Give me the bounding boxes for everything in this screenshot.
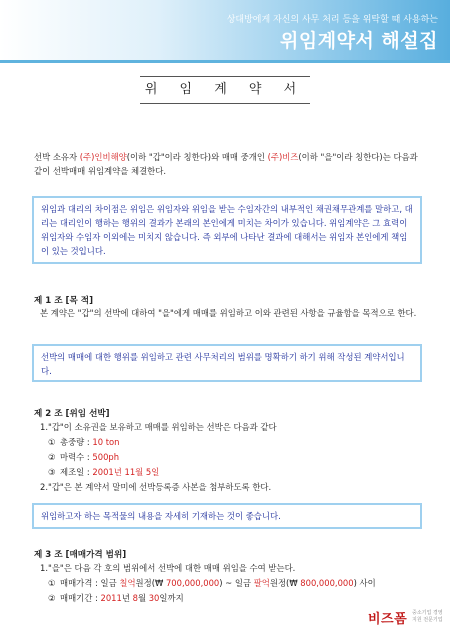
list-marker: ② <box>48 593 56 603</box>
intro-paragraph <box>34 150 424 178</box>
header-divider <box>0 60 450 63</box>
list-marker: ③ <box>48 467 56 477</box>
ship-spec-horsepower <box>48 451 119 463</box>
intro-text-2: (이하 "갑"이라 칭한다)와 매매 중개인 <box>126 152 268 162</box>
article-1-title: 제 1 조 [목 적] <box>34 296 94 306</box>
price-text: ) ~ 일금 <box>219 578 254 588</box>
sale-period <box>48 592 184 604</box>
period-year: 2011 <box>100 593 122 603</box>
price-text: 원정(₩ <box>135 578 166 588</box>
article-2-line-2: 2."갑"은 본 계약서 말미에 선박등록증 사본을 첨부하도록 한다. <box>40 482 272 492</box>
period-day: 30 <box>148 593 160 603</box>
spec-value: 500ph <box>92 452 120 462</box>
sale-price-range <box>48 577 376 589</box>
owner-name: (주)인비해양 <box>79 152 127 162</box>
min-price-number: 700,000,000 <box>165 578 220 588</box>
spec-value: 2001년 11월 5일 <box>92 467 160 477</box>
note-box-1: 위임과 대리의 차이점은 위임은 위임자와 위임을 받는 수임자간의 내부적인 채권채무관계를 말하고, 대리는 대리인이 행하는 행위의 결과가 본래의 본인에게 미치는 차이가 있습니다. 위임계약은 그 효력이 위임자와 수임자 이외에는 미치지 않습니다. 즉 외부에 나타난 결과에 대해서는 위임자 본인에게 책임이 있는 것입니다. <box>32 196 422 264</box>
spec-label: 총중량 : <box>60 437 93 447</box>
period-text: 월 <box>137 593 149 603</box>
list-marker: ① <box>48 437 56 447</box>
bizforms-logo <box>368 605 446 633</box>
article-3-title: 제 3 조 [매매가격 범위] <box>34 550 127 560</box>
broker-name: (주)비즈 <box>267 152 299 162</box>
spec-label: 마력수 : <box>60 452 93 462</box>
period-label: 매매기간 : <box>60 593 101 603</box>
price-text: 원정(₩ <box>269 578 301 588</box>
period-text: 년 <box>121 593 133 603</box>
period-text: 일까지 <box>159 593 184 603</box>
note-box-3: 위임하고자 하는 목적물의 내용을 자세히 기재하는 것이 좋습니다. <box>32 503 422 529</box>
article-1-body: 본 계약은 "갑"의 선박에 대하여 "을"에게 매매를 위임하고 이와 관련된 사항을 규율함을 목적으로 한다. <box>40 308 417 318</box>
ship-spec-build-date <box>48 466 159 478</box>
period-month: 8 <box>132 593 138 603</box>
max-price-korean: 팔억 <box>253 578 270 588</box>
ship-spec-weight <box>48 436 119 448</box>
intro-text-3: (이하 "을"이라 칭한다)는 다음과 같이 선박매매 위임계약을 체결한다. <box>34 152 418 176</box>
header-banner <box>0 0 450 60</box>
article-3-line-1: 1."을"은 다음 각 호의 범위에서 선박에 대한 매매 위임을 수여 받는다. <box>40 563 296 573</box>
spec-value: 10 ton <box>92 437 120 447</box>
price-text: ) 사이 <box>353 578 376 588</box>
header-title: 위임계약서 해설집 <box>280 30 438 52</box>
list-marker: ② <box>48 452 56 462</box>
document-title: 위 임 계 약 서 <box>140 76 310 104</box>
min-price-korean: 칠억 <box>119 578 136 588</box>
list-marker: ① <box>48 578 56 588</box>
logo-tagline: 중소기업 경영지원 전문기업 <box>412 610 443 623</box>
price-label: 매매가격 : 일금 <box>60 578 120 588</box>
note-box-2: 선박의 매매에 대한 행위를 위임하고 관련 사무처리의 범위를 명확하기 하기 위해 작성된 계약서입니다. <box>32 344 422 382</box>
article-2-title: 제 2 조 [위임 선박] <box>34 409 110 419</box>
spec-label: 제조일 : <box>60 467 93 477</box>
logo-text: 비즈폼 <box>368 612 408 627</box>
article-2-line-1: 1."갑"이 소유권을 보유하고 매매를 위임하는 선박은 다음과 같다 <box>40 422 277 432</box>
max-price-number: 800,000,000 <box>300 578 354 588</box>
intro-text-1: 선박 소유자 <box>34 152 80 162</box>
header-subtitle: 상대방에게 자신의 사무 처리 등을 위탁할 때 사용하는 <box>226 15 438 25</box>
